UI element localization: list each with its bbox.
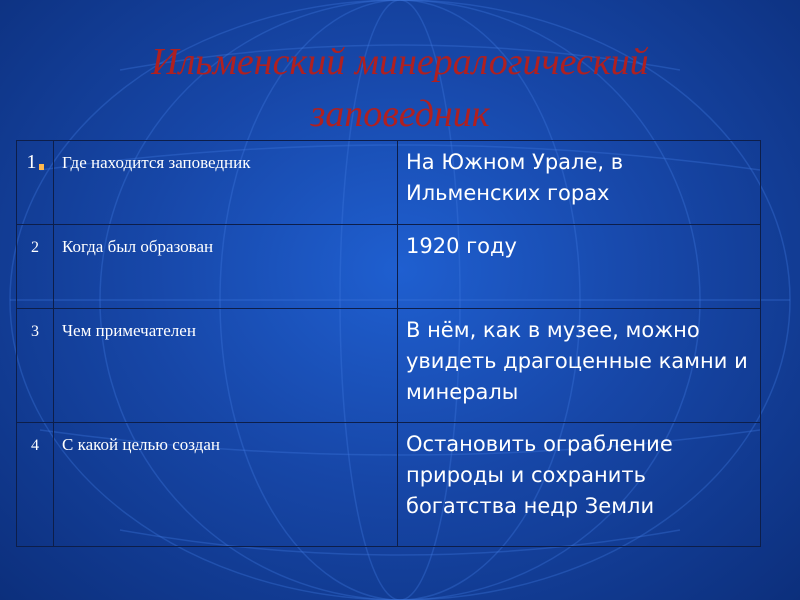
row-question: Чем примечателен bbox=[62, 321, 196, 340]
title-line-2: заповедник bbox=[310, 93, 490, 135]
row-number: 1 bbox=[17, 141, 53, 174]
title-line-1: Ильменский минералогический bbox=[151, 41, 649, 83]
table-row bbox=[17, 225, 761, 309]
row-answer: На Южном Урале, в Ильменских горах bbox=[406, 150, 624, 205]
row-answer: 1920 году bbox=[406, 234, 517, 258]
row-question: Когда был образован bbox=[62, 237, 214, 256]
info-table bbox=[16, 140, 761, 547]
row-number: 3 bbox=[31, 323, 39, 340]
table-row bbox=[17, 309, 761, 423]
row-number: 2 bbox=[31, 239, 39, 256]
row-question: С какой целью создан bbox=[62, 435, 220, 454]
row-answer: Остановить ограбление природы и сохранить богатства недр Земли bbox=[406, 432, 673, 518]
row-number: 4 bbox=[31, 437, 39, 454]
table-row bbox=[17, 141, 761, 225]
table-row bbox=[17, 423, 761, 547]
row-answer: В нём, как в музее, можно увидеть драгоценные камни и минералы bbox=[406, 318, 748, 404]
row-question: Где находится заповедник bbox=[62, 153, 251, 172]
slide-title bbox=[0, 36, 800, 140]
